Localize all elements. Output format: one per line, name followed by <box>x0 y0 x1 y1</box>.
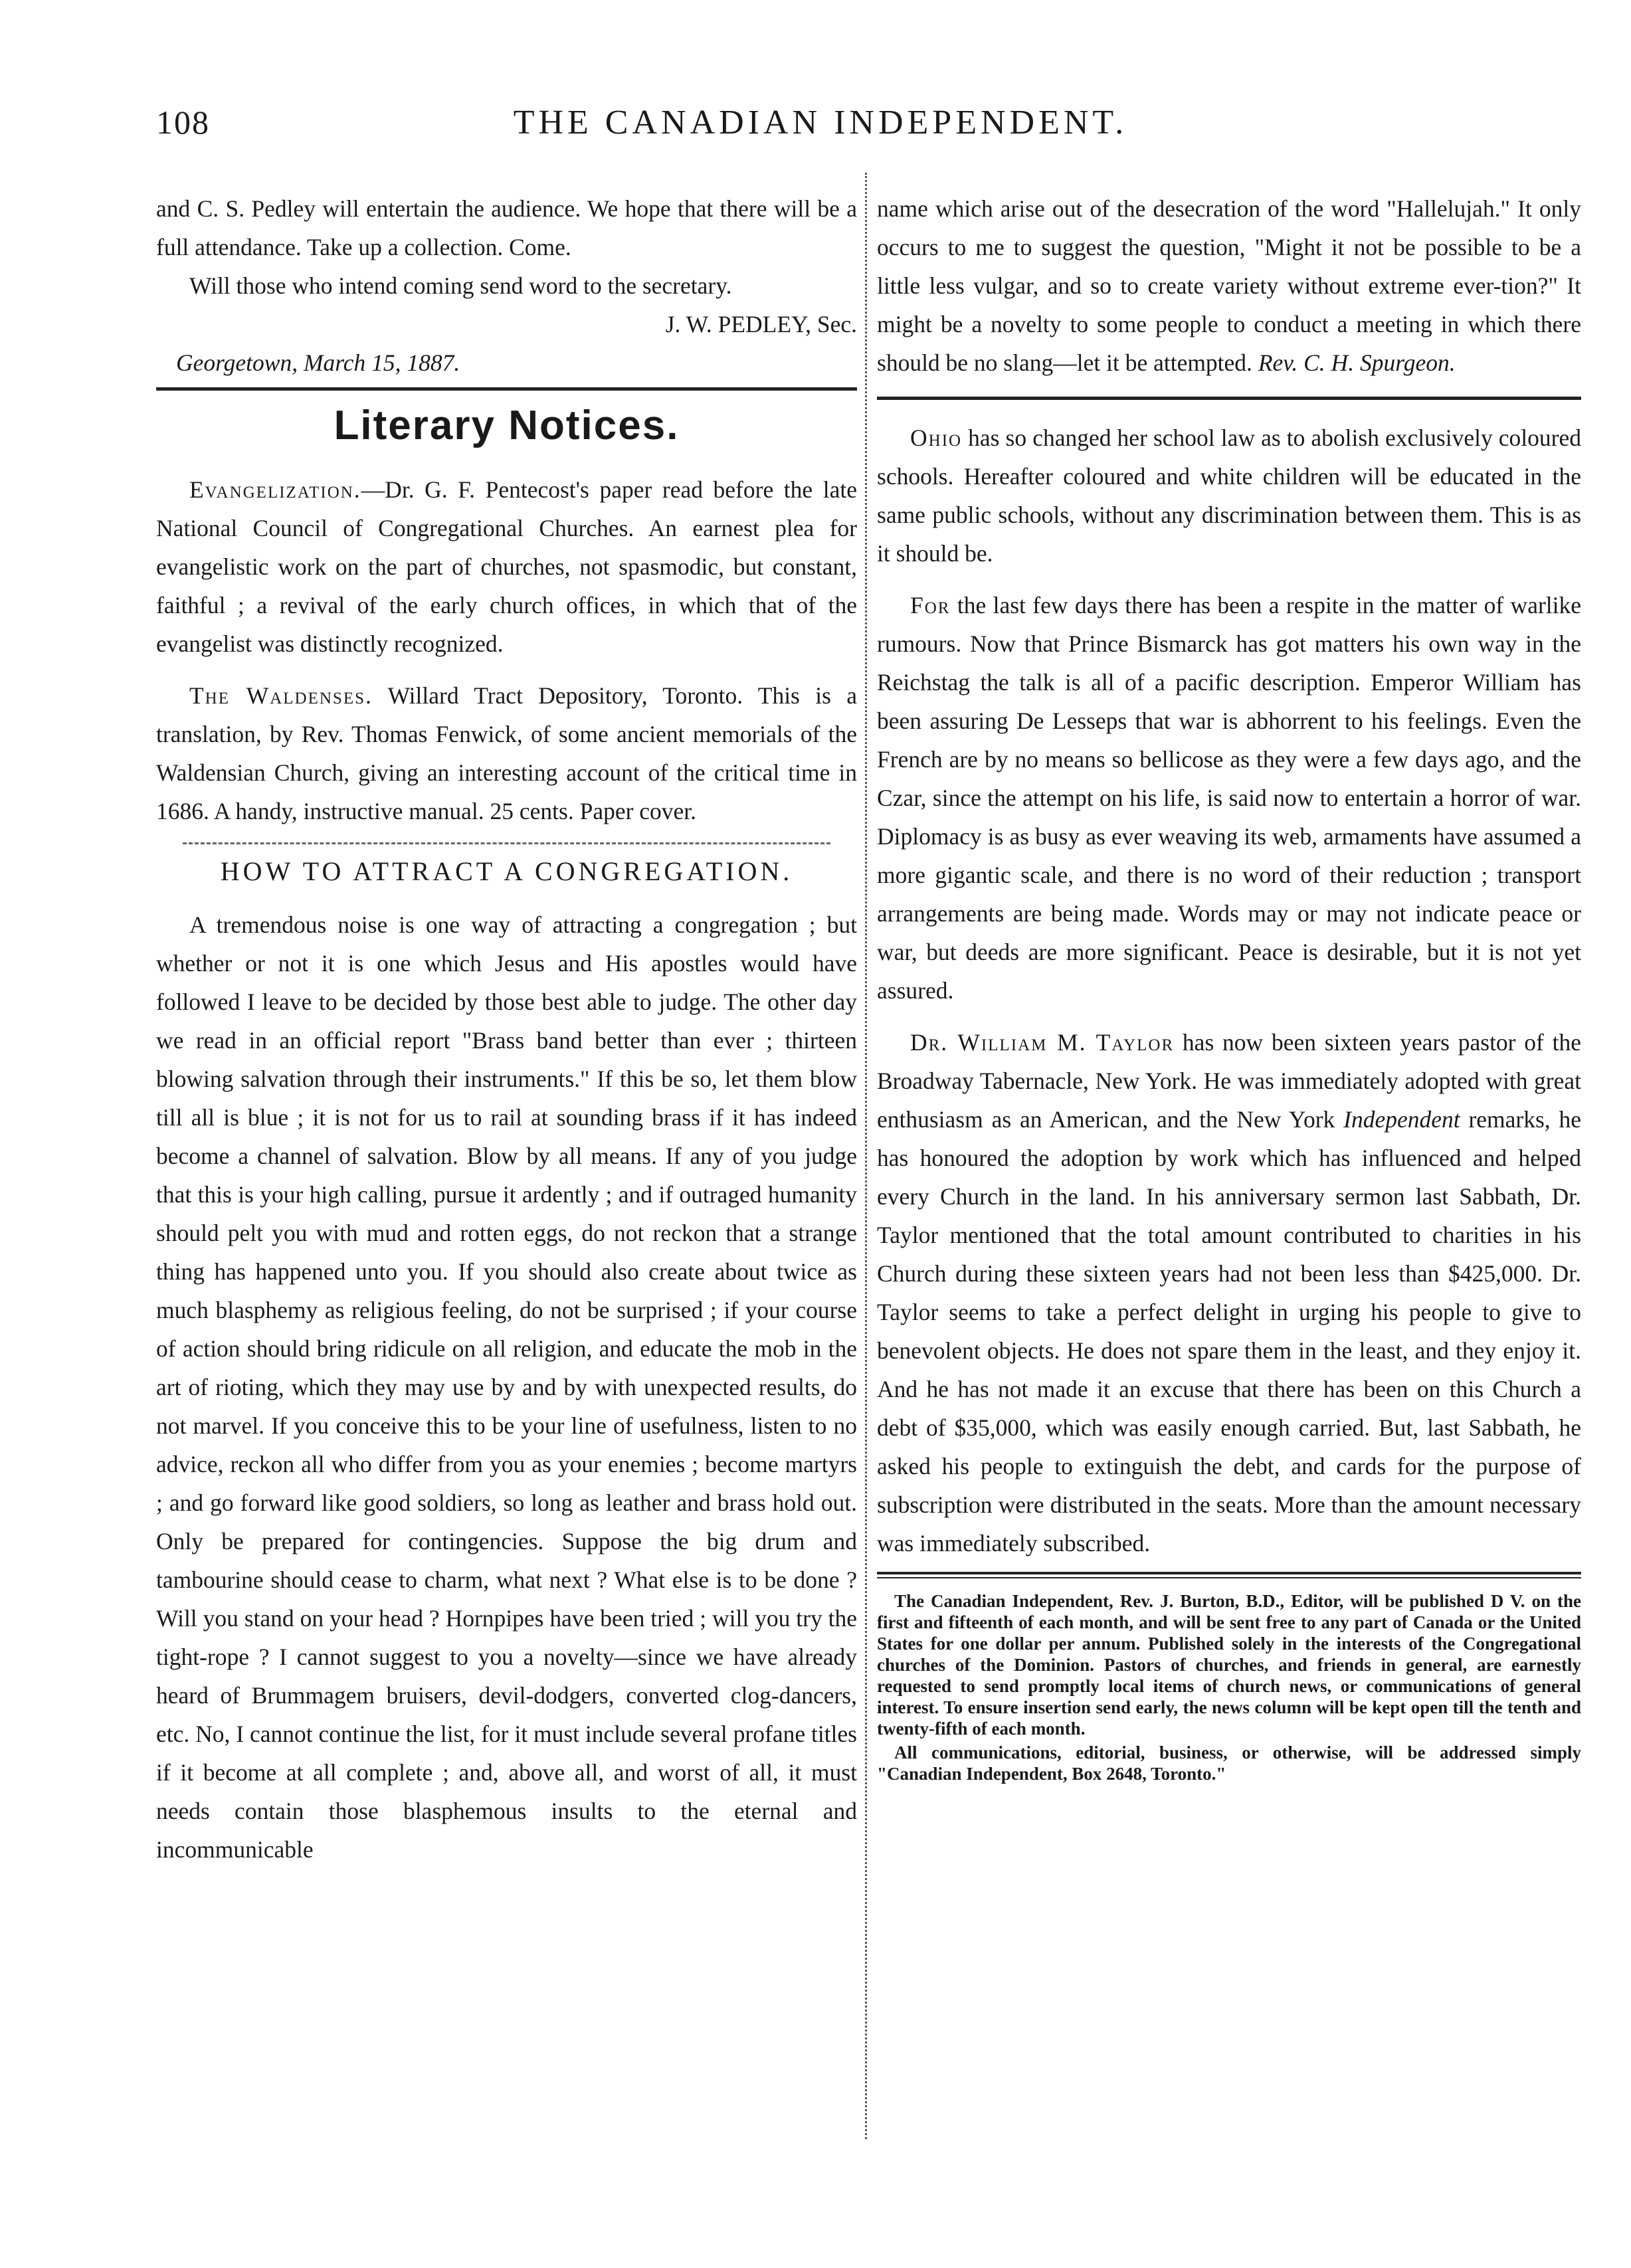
attract-congregation-article: A tremendous noise is one way of attracting a congregation ; but whether or not it is one which Jesus and His apostles would have followed I leave to be decided by those best able to judge. The other day we read in an official report "Brass band better than ever ; thirteen blowing salvation through their instruments." If this be so, let them blow till all is blue ; it is not for us to rail at sounding brass if it has indeed become a channel of salvation. Blow by all means. If any of you judge that this is your high calling, pursue it ardently ; and if outraged humanity should pelt you with mud and rotten eggs, do not reckon that a strange thing has happened unto you. If you should also create about twice as much blasphemy as religious feeling, do not be surprised ; if your course of action should bring ridicule on all religion, and educate the mob in the art of rioting, which they may use by and by with unexpected results, do not marvel. If you conceive this to be your line of usefulness, listen to no advice, reckon all who differ from you as your enemies ; become martyrs ; and go forward like good soldiers, so long as leather and brass hold out. Only be prepared for contingencies. Suppose the big drum and tambourine should cease to charm, what next ? What else is to be done ? Will you stand on your head ? Hornpipes have been tried ; will you try the tight-rope ? I cannot suggest to you a novelty—since we have already heard of Brummagem bruisers, devil-dodgers, converted clog-dancers, etc. No, I cannot continue the list, for it must include several profane titles if it become at all complete ; and, above all, and worst of all, it must needs contain those blasphemous insults to the eternal and incommunicable <box>156 911 857 1863</box>
taylor-text-a: has now been sixteen years pastor of the Broadway Tabernacle, New York. He was immediately adopted with great enthusiasm as an American, and the New York <box>877 1029 1581 1133</box>
right-column <box>877 189 1581 1787</box>
continued-article <box>877 189 1581 382</box>
taylor-text-b: remarks, he has honoured the adoption by work which has influenced and helped every Church in the land. In his anniversary sermon last Sabbath, Dr. Taylor mentioned that the total amount contributed to charities in his Church during these sixteen years had not been less than $425,000. Dr. Taylor seems to take a perfect delight in urging his people to give to benevolent objects. He does not spare them in the least, and they enjoy it. And he has not made it an excuse that there has been on this Church a debt of $35,000, which was easily enough carried. But, last Sabbath, he asked his people to extinguish the debt, and cards for the purpose of subscription were distributed in the seats. More than the amount necessary was immediately subscribed. <box>877 1106 1582 1557</box>
war-text: the last few days there has been a respite in the matter of warlike rumours. Now that Prince Bismarck has got matters his own way in the Reichstag the talk is all of a pacific description. Emperor William has been assuring De Lesseps that war is abhorrent to his feelings. Even the French are by no means so bellicose as they were a few days ago, and the Czar, since the attempt on his life, is said now to entertain a horror of war. Diplomacy is as busy as ever weaving its web, armaments have assumed a more gigantic scale, and there is no word of their reduction ; transport arrangements are being made. Words may or may not indicate peace or war, but deeds are more significant. Peace is desirable, but it is not yet assured. <box>877 592 1581 1004</box>
war-paragraph <box>877 586 1581 1010</box>
ohio-paragraph <box>877 419 1581 573</box>
intro-paragraph: and C. S. Pedley will entertain the audience. We hope that there will be a full attendance. Take up a collection. Come. <box>156 195 857 260</box>
taylor-paragraph <box>877 1023 1581 1562</box>
section-rule-right <box>877 397 1581 400</box>
left-column <box>156 189 857 1869</box>
date-line: Georgetown, March 15, 1887. <box>176 349 460 376</box>
will-paragraph: Will those who intend coming send word to the secretary. <box>189 272 732 299</box>
notice-waldenses <box>156 676 857 830</box>
notice-evangelization-lead: Evangelization. <box>189 476 361 503</box>
notice-evangelization <box>156 470 857 663</box>
notice-evangelization-text: —Dr. G. F. Pentecost's paper read before the late National Council of Congregational Churches. An earnest plea for evangelistic work on the part of churches, not spasmodic, but constant, faithful ; a revival of the early church offices, in which that of the evangelist was distinctly recognized. <box>156 476 857 657</box>
notice-rule <box>877 1572 1581 1578</box>
continued-article-signature: Rev. C. H. Spurgeon. <box>1258 349 1456 376</box>
ohio-text: has so changed her school law as to abolish exclusively coloured schools. Hereafter coloured and white children will be educated in the same public schools, without any discrimination between them. This is as it should be. <box>877 425 1581 567</box>
publication-notice-address: All communications, editorial, business, or otherwise, will be addressed simply "Canadian Independent, Box 2648, Toronto." <box>877 1743 1581 1784</box>
literary-notices-heading: Literary Notices. <box>334 403 680 448</box>
publication-notice <box>877 1590 1581 1784</box>
column-divider <box>865 173 867 2139</box>
continued-article-text: name which arise out of the desecration of the word "Hallelujah." It only occurs to me to suggest the question, "Might it not be possible to be a little less vulgar, and so to create variety without extreme ever-tion?" It might be a novelty to some people to conduct a meeting in which there should be no slang—let it be attempted. <box>877 195 1581 376</box>
publication-notice-main: The Canadian Independent, Rev. J. Burton, B.D., Editor, will be published D V. on the first and fifteenth of each month, and will be sent free to any part of Canada or the United States for one dollar per annum. Published solely in the interests of the Congregational churches of the Dominion. Pastors of churches, and friends in general, are earnestly requested to send promptly local items of church news, or communications of general interest. To ensure insertion send early, the news column will be kept open till the tenth and twenty-fifth of each month. <box>877 1591 1581 1739</box>
dashed-rule <box>183 842 830 844</box>
page-header <box>156 103 1485 149</box>
ohio-lead: Ohio <box>910 425 963 451</box>
signature: J. W. PEDLEY, Sec. <box>665 311 857 337</box>
war-lead: For <box>910 592 951 618</box>
section-rule <box>156 387 857 391</box>
page-number: 108 <box>156 104 210 141</box>
attract-congregation-heading: HOW TO ATTRACT A CONGREGATION. <box>220 856 793 886</box>
notice-waldenses-lead: The Waldenses. <box>189 682 373 709</box>
taylor-lead: Dr. William M. Taylor <box>910 1029 1175 1056</box>
journal-title: THE CANADIAN INDEPENDENT. <box>513 104 1128 142</box>
notice-waldenses-text: Willard Tract Depository, Toronto. This is a translation, by Rev. Thomas Fenwick, of some ancient memorials of the Waldensian Church, giving an interesting account of the critical time in 1686. A handy, instructive manual. 25 cents. Paper cover. <box>156 682 857 824</box>
taylor-italic: Independent <box>1343 1106 1460 1133</box>
